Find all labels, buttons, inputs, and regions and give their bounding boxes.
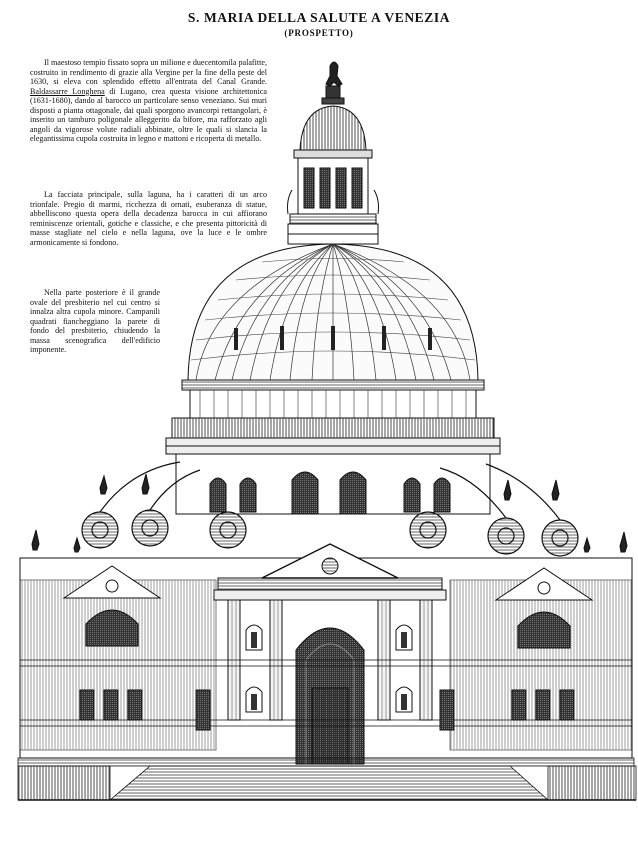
lower-facade	[20, 544, 632, 764]
steps	[18, 758, 636, 800]
intro-paragraph-part2: di Lugano, crea questa visione architettonica (1631-1680), dando al barocco un particolare senso veneziano. Sui muri disposti a pianta ottagonale, dai quali sporgono avancorpi rettangolari, è inserito un tamburo poligonale alleggerito da bifore, ma rafforzato agli angoli da vigorose volute radiali abbinate, oltre le quali si slancia la elegantissima cupola costruita in legno e mattoni e ricoperta di metallo.	[30, 86, 267, 144]
lantern-cupola	[288, 106, 379, 244]
architect-name: Baldassarre Longhena	[30, 86, 105, 96]
drum	[166, 380, 500, 514]
main-dome	[188, 244, 478, 380]
intro-paragraph-part1: Il maestoso tempio fissato sopra un milione e duecentomila palafitte, costruito in rendimento di grazie alla Vergine per la fine della peste del 1630, si eleva con splendido effetto all'entrata del Canal Grande.	[30, 58, 267, 87]
rear-paragraph: Nella parte posteriore è il grande ovale del presbiterio nel cui centro si innalza altra cupola minore. Campanili quadrati fiancheggiano la parete di fondo del presbiterio, chiudendo la massa scenografica dell'edificio imponente.	[30, 288, 160, 355]
intro-text	[30, 58, 267, 144]
facade-paragraph: La facciata principale, sulla laguna, ha i caratteri di un arco trionfale. Pregio di marmi, ricchezza di ornati, esuberanza di statue, abbelliscono questa opera della decadenza barocca in cui affiorano reminiscenze orientali, gotiche e classiche, e che presenta pittoricità di masse stagliate nel cielo e nella laguna, ove la luce e le ombre armonicamente si fondono.	[30, 190, 267, 247]
page-subtitle: (PROSPETTO)	[284, 28, 354, 38]
facade-text	[30, 190, 267, 247]
rear-text	[30, 288, 160, 355]
lantern-statue	[322, 62, 344, 104]
page-title: S. MARIA DELLA SALUTE A VENEZIA	[187, 10, 451, 25]
